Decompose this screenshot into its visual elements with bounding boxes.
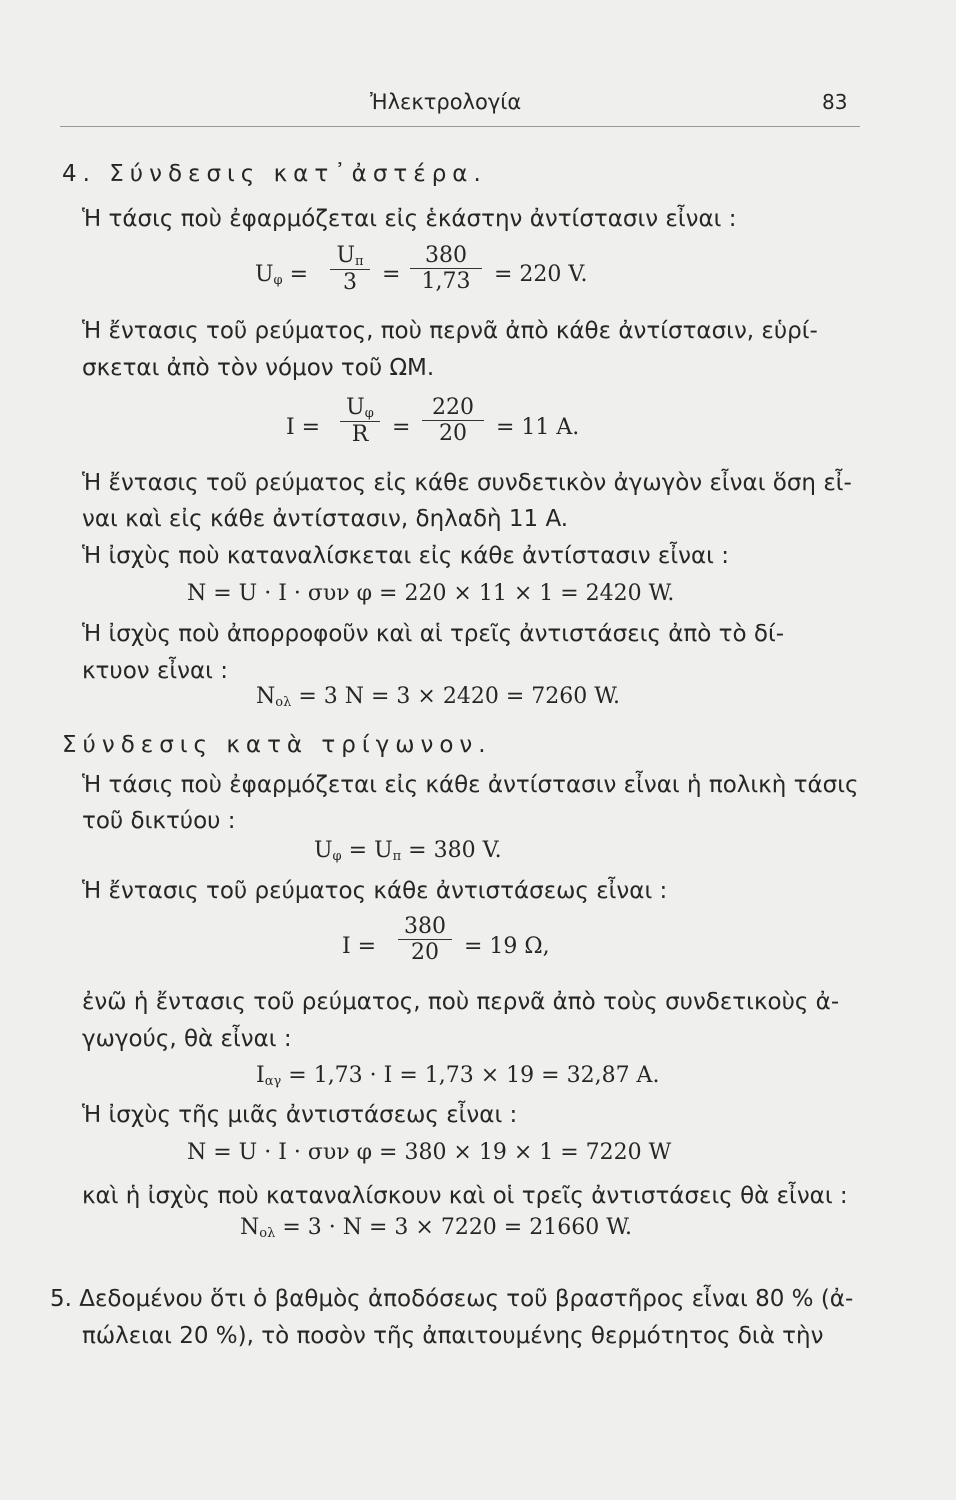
eq-lhs: I = <box>286 415 321 440</box>
star-power-intro: Ἡ ἰσχὺς ποὺ καταναλίσκεται εἰς κάθε ἀντίστασιν εἶναι : <box>82 543 729 569</box>
star-total-power-intro-2: κτυον εἶναι : <box>82 658 229 684</box>
eq-rhs: = 220 V. <box>494 262 588 287</box>
item5-line-1: 5. Δεδομένου ὅτι ὁ βαθμὸς ἀποδόσεως τοῦ βραστῆρος εἶναι 80 % (ἀ- <box>50 1286 854 1312</box>
delta-power-equation: N = U · I · συν φ = 380 × 19 × 1 = 7220 W <box>187 1140 672 1165</box>
star-total-power-equation: $N_{o\lambda} = 3$ N = 3 × 2420 = 7260 W. <box>256 684 620 710</box>
star-line-voltage-intro: Ἡ τάσις ποὺ ἐφαρμόζεται εἰς ἑκάστην ἀντίστασιν εἶναι : <box>82 206 737 232</box>
star-current-intro-1: Ἡ ἔντασις τοῦ ρεύματος, ποὺ περνᾶ ἀπὸ κάθε ἀντίστασιν, εὑρί- <box>82 318 818 344</box>
eq-rhs: = 11 A. <box>496 415 580 440</box>
running-head-title: Ἠλεκτρολογία <box>370 90 522 114</box>
fraction-uf-over-r: $\frac{U_\varphi}{R}$ <box>340 396 380 448</box>
delta-total-power-intro: καὶ ἡ ἰσχὺς ποὺ καταναλίσκουν καὶ οἱ τρεῖς ἀντιστάσεις θὰ εἶναι : <box>82 1183 848 1209</box>
delta-current-intro: Ἡ ἔντασις τοῦ ρεύματος κάθε ἀντιστάσεως εἶναι : <box>82 878 668 904</box>
fraction-220-over-20: $\frac{220}{20}$ <box>422 396 484 446</box>
star-heading: 4. Σύνδεσις κατ᾽ἀστέρα. <box>62 161 487 187</box>
delta-conductor-current-equation: $I_{\alpha\gamma} = 1,73 \cdot I = 1,73 \times 19 = 32,87$ A. <box>256 1063 660 1089</box>
delta-heading: Σύνδεσις κατὰ τρίγωνον. <box>62 732 492 758</box>
fraction-380-over-173: $\frac{380}{1,73}$ <box>410 244 482 294</box>
eq-mid-sign: = <box>382 262 401 287</box>
delta-voltage-equation: $U_\varphi = U_\pi = 380$ V. <box>314 838 502 864</box>
delta-conductor-current-2: γωγούς, θὰ εἶναι : <box>82 1026 292 1052</box>
eq-mid-sign: = <box>392 415 411 440</box>
star-current-intro-2: σκεται ἀπὸ τὸν νόμον τοῦ ΩΜ. <box>82 355 435 381</box>
page-number: 83 <box>822 90 848 114</box>
eq-lhs: $U_\varphi$ = <box>255 262 309 288</box>
delta-voltage-intro-2: τοῦ δικτύου : <box>82 808 236 834</box>
delta-conductor-current-1: ἐνῶ ἡ ἔντασις τοῦ ρεύματος, ποὺ περνᾶ ἀπὸ τοὺς συνδετικοὺς ἀ- <box>82 989 840 1015</box>
delta-power-intro: Ἡ ἰσχὺς τῆς μιᾶς ἀντιστάσεως εἶναι : <box>82 1102 518 1128</box>
star-conductor-current-2: ναι καὶ εἰς κάθε ἀντίστασιν, δηλαδὴ 11 A. <box>82 506 569 532</box>
star-power-equation: N = U · I · συν φ = 220 × 11 × 1 = 2420 W. <box>187 581 675 606</box>
star-total-power-intro-1: Ἡ ἰσχὺς ποὺ ἀπορροφοῦν καὶ αἱ τρεῖς ἀντιστάσεις ἀπὸ τὸ δί- <box>82 621 785 647</box>
item5-line-2: πώλειαι 20 %), τὸ ποσὸν τῆς ἀπαιτουμένης θερμότητος διὰ τὴν <box>82 1323 824 1349</box>
fraction-380-over-20: $\frac{380}{20}$ <box>398 915 452 965</box>
eq-lhs: I = <box>342 934 377 959</box>
delta-voltage-intro-1: Ἡ τάσις ποὺ ἐφαρμόζεται εἰς κάθε ἀντίστασιν εἶναι ἡ πολικὴ τάσις <box>82 772 859 798</box>
delta-total-power-equation: $N_{o\lambda} = 3 \cdot N = 3 \times 7220 = 21660$ W. <box>240 1215 632 1241</box>
fraction-up-over-3: $\frac{U_\pi}{3}$ <box>330 244 370 296</box>
eq-rhs: = 19 Ω, <box>464 934 550 959</box>
header-rule <box>60 126 860 127</box>
star-conductor-current-1: Ἡ ἔντασις τοῦ ρεύματος εἰς κάθε συνδετικὸν ἀγωγὸν εἶναι ὅση εἶ- <box>82 470 852 496</box>
